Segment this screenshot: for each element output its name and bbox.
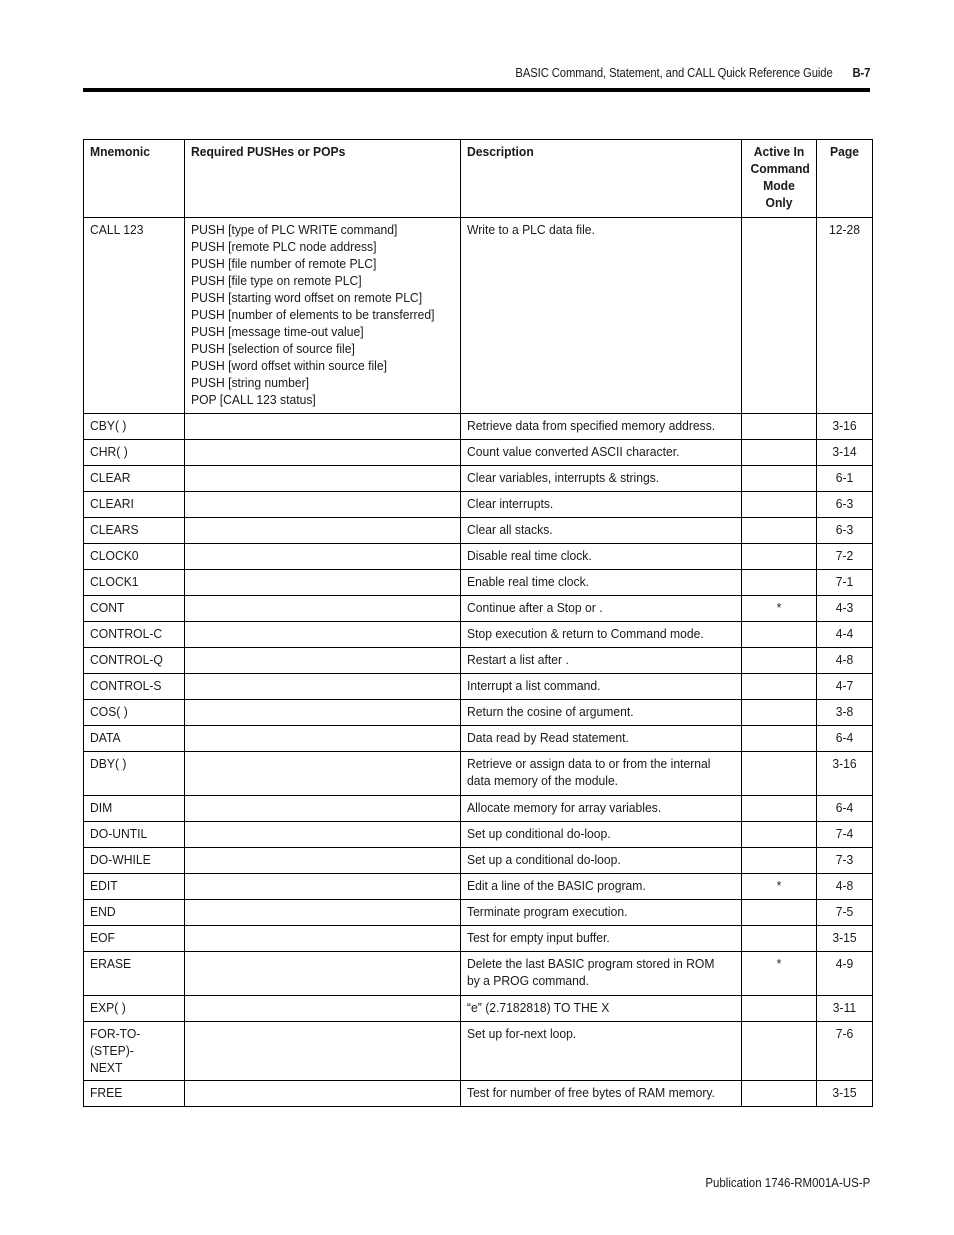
cell-command-mode — [742, 796, 817, 822]
cell-page: 6-4 — [817, 726, 873, 752]
cell-page: 3-14 — [817, 440, 873, 466]
cell-pushes — [185, 822, 461, 848]
cell-page: 7-2 — [817, 544, 873, 570]
table-row — [84, 700, 873, 726]
running-header — [515, 66, 870, 80]
cell-description: Interrupt a list command. — [461, 674, 742, 700]
cell-mnemonic: CONT — [84, 596, 185, 622]
header-title: BASIC Command, Statement, and CALL Quick Reference Guide — [515, 66, 833, 80]
cell-mnemonic: CALL 123 — [84, 218, 185, 414]
table-row — [84, 726, 873, 752]
cell-description: Allocate memory for array variables. — [461, 796, 742, 822]
cell-command-mode — [742, 1081, 817, 1107]
cell-mnemonic: DIM — [84, 796, 185, 822]
cell-pushes — [185, 570, 461, 596]
table-row — [84, 466, 873, 492]
cell-pushes — [185, 518, 461, 544]
cell-mnemonic: CONTROL-Q — [84, 648, 185, 674]
cell-page: 4-7 — [817, 674, 873, 700]
cell-pushes — [185, 848, 461, 874]
cell-command-mode — [742, 926, 817, 952]
column-header-pushes: Required PUSHes or POPs — [185, 140, 461, 218]
cell-mnemonic: ERASE — [84, 952, 185, 996]
cell-page: 4-3 — [817, 596, 873, 622]
cell-pushes — [185, 874, 461, 900]
table-row — [84, 596, 873, 622]
cell-page: 4-4 — [817, 622, 873, 648]
cell-page: 7-4 — [817, 822, 873, 848]
cell-command-mode — [742, 466, 817, 492]
table-row — [84, 752, 873, 796]
cell-description: Clear variables, interrupts & strings. — [461, 466, 742, 492]
cell-description: Edit a line of the BASIC program. — [461, 874, 742, 900]
cell-mnemonic: CBY( ) — [84, 414, 185, 440]
table-row — [84, 900, 873, 926]
cell-description: Retrieve or assign data to or from the internal data memory of the module. — [461, 752, 742, 796]
cell-pushes — [185, 796, 461, 822]
cell-page: 7-6 — [817, 1022, 873, 1081]
cell-pushes — [185, 622, 461, 648]
cell-page: 4-8 — [817, 874, 873, 900]
table-row — [84, 796, 873, 822]
table-row — [84, 996, 873, 1022]
cell-command-mode — [742, 726, 817, 752]
cell-description: Delete the last BASIC program stored in ROM by a PROG command. — [461, 952, 742, 996]
cell-command-mode — [742, 900, 817, 926]
cell-page: 6-3 — [817, 518, 873, 544]
table-row — [84, 218, 873, 414]
cell-pushes — [185, 648, 461, 674]
publication-footer: Publication 1746-RM001A-US-P — [705, 1176, 870, 1190]
cell-page: 3-16 — [817, 414, 873, 440]
cell-page: 6-3 — [817, 492, 873, 518]
table-row — [84, 414, 873, 440]
cell-mnemonic: DATA — [84, 726, 185, 752]
cell-mnemonic: EDIT — [84, 874, 185, 900]
cell-command-mode: * — [742, 596, 817, 622]
cell-mnemonic: DBY( ) — [84, 752, 185, 796]
table-header-row — [84, 140, 873, 218]
cell-page: 3-8 — [817, 700, 873, 726]
cell-page: 3-11 — [817, 996, 873, 1022]
cell-description: Test for number of free bytes of RAM memory. — [461, 1081, 742, 1107]
table-row — [84, 1081, 873, 1107]
cell-pushes — [185, 466, 461, 492]
cell-mnemonic: FREE — [84, 1081, 185, 1107]
cell-command-mode — [742, 492, 817, 518]
cell-pushes — [185, 440, 461, 466]
cell-description: “e” (2.7182818) TO THE X — [461, 996, 742, 1022]
cell-mnemonic: FOR-TO-(STEP)- NEXT — [84, 1022, 185, 1081]
cell-description: Test for empty input buffer. — [461, 926, 742, 952]
cell-pushes: PUSH [type of PLC WRITE command] PUSH [remote PLC node address] PUSH [file number of remote PLC] PUSH [file type on remote PLC] PUSH [starting word offset on remote PLC] PUSH [number of elements to be transferred] PUSH [message time-out value] PUSH [selection of source file] PUSH [word offset within source file] PUSH [string number] POP [CALL 123 status] — [185, 218, 461, 414]
table-row — [84, 544, 873, 570]
column-header-page: Page — [817, 140, 873, 218]
cell-pushes — [185, 952, 461, 996]
cell-page: 6-4 — [817, 796, 873, 822]
cell-command-mode — [742, 1022, 817, 1081]
cell-mnemonic: CLOCK0 — [84, 544, 185, 570]
header-rule — [83, 88, 870, 92]
cell-pushes — [185, 596, 461, 622]
cell-command-mode: * — [742, 952, 817, 996]
cell-command-mode — [742, 848, 817, 874]
cell-pushes — [185, 700, 461, 726]
table-row — [84, 874, 873, 900]
cell-description: Clear interrupts. — [461, 492, 742, 518]
cell-page: 3-16 — [817, 752, 873, 796]
cell-description: Stop execution & return to Command mode. — [461, 622, 742, 648]
cell-pushes — [185, 900, 461, 926]
cell-pushes — [185, 674, 461, 700]
table-row — [84, 518, 873, 544]
cell-description: Set up a conditional do-loop. — [461, 848, 742, 874]
cell-mnemonic: CHR( ) — [84, 440, 185, 466]
cell-description: Set up conditional do-loop. — [461, 822, 742, 848]
cell-description: Continue after a Stop or . — [461, 596, 742, 622]
cell-page: 4-9 — [817, 952, 873, 996]
cell-pushes — [185, 1081, 461, 1107]
cell-command-mode — [742, 674, 817, 700]
cell-pushes — [185, 414, 461, 440]
cell-command-mode — [742, 752, 817, 796]
cell-description: Enable real time clock. — [461, 570, 742, 596]
table-row — [84, 570, 873, 596]
cell-description: Restart a list after . — [461, 648, 742, 674]
cell-description: Terminate program execution. — [461, 900, 742, 926]
table-row — [84, 648, 873, 674]
table-row — [84, 848, 873, 874]
cell-mnemonic: END — [84, 900, 185, 926]
cell-description: Data read by Read statement. — [461, 726, 742, 752]
cell-pushes — [185, 726, 461, 752]
cell-description: Write to a PLC data file. — [461, 218, 742, 414]
table-body — [84, 218, 873, 1107]
table-row — [84, 822, 873, 848]
cell-page: 6-1 — [817, 466, 873, 492]
cell-mnemonic: CLEAR — [84, 466, 185, 492]
cell-pushes — [185, 926, 461, 952]
cell-page: 3-15 — [817, 926, 873, 952]
column-header-command-mode: Active In Command Mode Only — [742, 140, 817, 218]
cell-page: 7-3 — [817, 848, 873, 874]
cell-description: Count value converted ASCII character. — [461, 440, 742, 466]
cell-description: Return the cosine of argument. — [461, 700, 742, 726]
table-row — [84, 440, 873, 466]
cell-mnemonic: EXP( ) — [84, 996, 185, 1022]
cell-description: Disable real time clock. — [461, 544, 742, 570]
cell-pushes — [185, 1022, 461, 1081]
cell-command-mode — [742, 822, 817, 848]
cell-mnemonic: CLEARS — [84, 518, 185, 544]
cell-page: 12-28 — [817, 218, 873, 414]
cell-command-mode — [742, 570, 817, 596]
table-row — [84, 926, 873, 952]
cell-command-mode — [742, 218, 817, 414]
cell-command-mode: * — [742, 874, 817, 900]
table-row — [84, 622, 873, 648]
table-row — [84, 674, 873, 700]
table-row — [84, 952, 873, 996]
quick-reference-table — [83, 139, 873, 1107]
cell-mnemonic: COS( ) — [84, 700, 185, 726]
column-header-mnemonic: Mnemonic — [84, 140, 185, 218]
cell-command-mode — [742, 700, 817, 726]
cell-mnemonic: CONTROL-S — [84, 674, 185, 700]
cell-page: 3-15 — [817, 1081, 873, 1107]
cell-command-mode — [742, 622, 817, 648]
cell-mnemonic: DO-WHILE — [84, 848, 185, 874]
cell-command-mode — [742, 648, 817, 674]
cell-command-mode — [742, 518, 817, 544]
table-row — [84, 1022, 873, 1081]
cell-mnemonic: EOF — [84, 926, 185, 952]
cell-command-mode — [742, 440, 817, 466]
cell-command-mode — [742, 544, 817, 570]
cell-page: 4-8 — [817, 648, 873, 674]
cell-pushes — [185, 544, 461, 570]
cell-mnemonic: CONTROL-C — [84, 622, 185, 648]
cell-mnemonic: CLOCK1 — [84, 570, 185, 596]
cell-mnemonic: CLEARI — [84, 492, 185, 518]
cell-mnemonic: DO-UNTIL — [84, 822, 185, 848]
cell-page: 7-5 — [817, 900, 873, 926]
cell-command-mode — [742, 996, 817, 1022]
column-header-description: Description — [461, 140, 742, 218]
cell-pushes — [185, 996, 461, 1022]
table-row — [84, 492, 873, 518]
cell-pushes — [185, 492, 461, 518]
cell-page: 7-1 — [817, 570, 873, 596]
cell-description: Set up for-next loop. — [461, 1022, 742, 1081]
cell-pushes — [185, 752, 461, 796]
cell-command-mode — [742, 414, 817, 440]
cell-description: Clear all stacks. — [461, 518, 742, 544]
header-page-number: B-7 — [852, 66, 870, 80]
cell-description: Retrieve data from specified memory address. — [461, 414, 742, 440]
